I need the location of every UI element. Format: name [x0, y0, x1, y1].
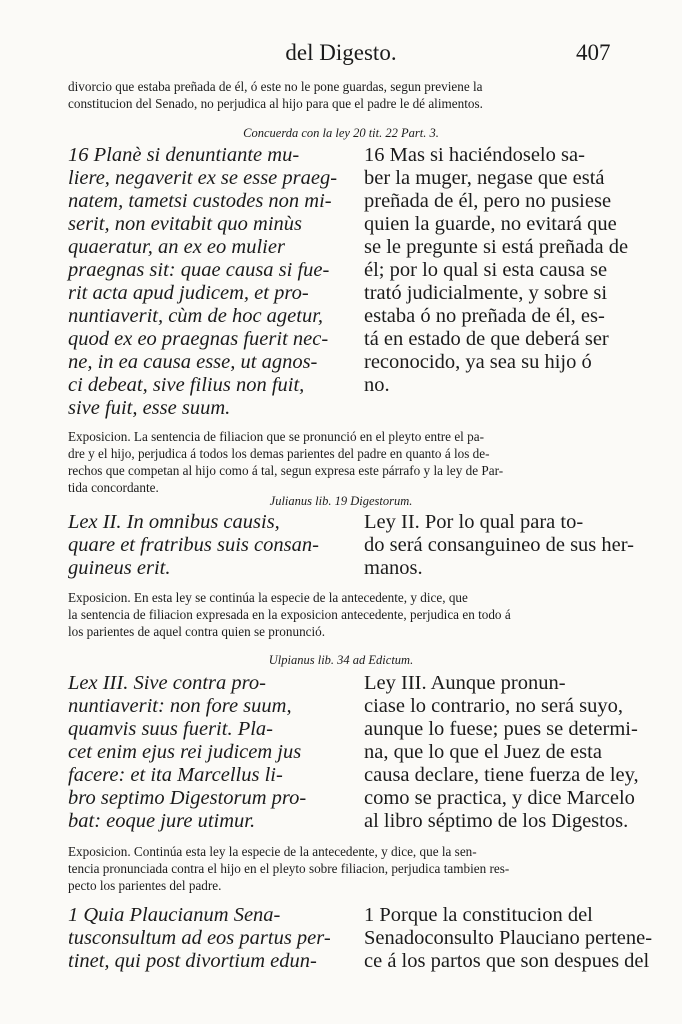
spanish-line: trató judicialmente, y sobre si — [364, 282, 608, 304]
latin-line: quare et fratribus suis consan- — [68, 534, 319, 556]
latin-line: bro septimo Digestorum pro- — [68, 787, 307, 809]
spanish-line: do será consanguineo de sus her- — [364, 534, 634, 556]
spanish-line: estaba ó no preñada de él, es- — [364, 305, 605, 327]
latin-line: 1 Quia Plaucianum Sena- — [68, 904, 281, 926]
spanish-line: quien la guarde, no evitará que — [364, 213, 617, 235]
exposicion-line: Exposicion. En esta ley se continúa la especie de la antecedente, y dice, que — [68, 590, 468, 605]
latin-line: Lex II. In omnibus causis, — [68, 511, 280, 533]
intro-line: constitucion del Senado, no perjudica al hijo para que el padre le dé alimentos. — [68, 96, 483, 111]
spanish-line: ber la muger, negase que está — [364, 167, 605, 189]
spanish-line: Ley II. Por lo qual para to- — [364, 511, 584, 533]
spanish-line: ciase lo contrario, no será suyo, — [364, 695, 624, 717]
latin-line: tinet, qui post divortium edun- — [68, 950, 317, 972]
exposicion-line: rechos que competan al hijo como á tal, segun expresa este párrafo y la ley de Par- — [68, 463, 504, 478]
latin-line: tusconsultum ad eos partus per- — [68, 927, 331, 949]
latin-line: guineus erit. — [68, 557, 171, 579]
spanish-line: ce á los partos que son despues del — [364, 950, 650, 972]
latin-line: liere, negaverit ex se esse praeg- — [68, 167, 338, 189]
page-number: 407 — [576, 40, 611, 65]
exposicion-line: los parientes de aquel contra quien se pronunció. — [68, 624, 326, 639]
source-julianus: Julianus lib. 19 Digestorum. — [269, 494, 413, 508]
spanish-line: Ley III. Aunque pronun- — [364, 672, 566, 694]
latin-line: sive fuit, esse suum. — [68, 397, 231, 419]
exposicion-line: Exposicion. Continúa esta ley la especie de la antecedente, y dice, que la sen- — [68, 844, 477, 859]
latin-line: Lex III. Sive contra pro- — [68, 672, 266, 694]
spanish-line: él; por lo qual si esta causa se — [364, 259, 608, 281]
latin-line: bat: eoque jure utimur. — [68, 810, 256, 832]
source-ulpianus: Ulpianus lib. 34 ad Edictum. — [268, 653, 414, 667]
spanish-line: aunque lo fuese; pues se determi- — [364, 718, 638, 740]
spanish-line: se le pregunte si está preñada de — [364, 236, 629, 258]
spanish-line: 16 Mas si haciéndoselo sa- — [364, 144, 585, 166]
latin-line: ci debeat, sive filius non fuit, — [68, 374, 305, 396]
latin-line: nuntiaverit: non fore suum, — [68, 695, 292, 717]
exposicion-line: tencia pronunciada contra el hijo en el pleyto sobre filiacion, perjudica tambien res- — [68, 861, 510, 876]
exposicion-line: la sentencia de filiacion expresada en la exposicion antecedente, perjudica en todo á — [68, 607, 511, 622]
spanish-line: reconocido, ya sea su hijo ó — [364, 351, 592, 373]
latin-line: ne, in ea causa esse, ut agnos- — [68, 351, 318, 373]
latin-line: quamvis suus fuerit. Pla- — [68, 718, 273, 740]
latin-line: serit, non evitabit quo minùs — [68, 213, 303, 235]
latin-line: quaeratur, an ex eo mulier — [68, 236, 285, 258]
exposicion-line: Exposicion. La sentencia de filiacion que se pronunció en el pleyto entre el pa- — [68, 429, 484, 444]
latin-line: 16 Planè si denuntiante mu- — [68, 144, 300, 166]
spanish-line: no. — [364, 374, 390, 396]
latin-line: facere: et ita Marcellus li- — [68, 764, 283, 786]
latin-line: cet enim ejus rei judicem jus — [68, 741, 302, 763]
spanish-line: na, que lo que el Juez de esta — [364, 741, 602, 763]
exposicion-line: tida concordante. — [68, 480, 159, 495]
spanish-line: Senadoconsulto Plauciano pertene- — [364, 927, 653, 949]
latin-line: natem, tametsi custodes non mi- — [68, 190, 332, 212]
spanish-line: preñada de él, pero no pusiese — [364, 190, 612, 212]
intro-line: divorcio que estaba preñada de él, ó este no le pone guardas, segun previene la — [68, 79, 483, 94]
concordance-note: Concuerda con la ley 20 tit. 22 Part. 3. — [243, 126, 439, 140]
latin-line: rit acta apud judicem, et pro- — [68, 282, 309, 304]
spanish-line: tá en estado de que deberá ser — [364, 328, 609, 350]
exposicion-line: dre y el hijo, perjudica á todos los demas parientes del padre en quanto á los de- — [68, 446, 490, 461]
spanish-line: como se practica, y dice Marcelo — [364, 787, 635, 809]
spanish-line: manos. — [364, 557, 423, 579]
spanish-line: al libro séptimo de los Digestos. — [364, 810, 629, 832]
latin-line: quod ex eo praegnas fuerit nec- — [68, 328, 329, 350]
spanish-line: 1 Porque la constitucion del — [364, 904, 593, 926]
page-title: del Digesto. — [285, 40, 397, 65]
spanish-line: causa declare, tiene fuerza de ley, — [364, 764, 639, 786]
latin-line: nuntiaverit, cùm de hoc agetur, — [68, 305, 324, 327]
exposicion-line: pecto los parientes del padre. — [68, 878, 222, 893]
latin-line: praegnas sit: quae causa si fue- — [68, 259, 330, 281]
